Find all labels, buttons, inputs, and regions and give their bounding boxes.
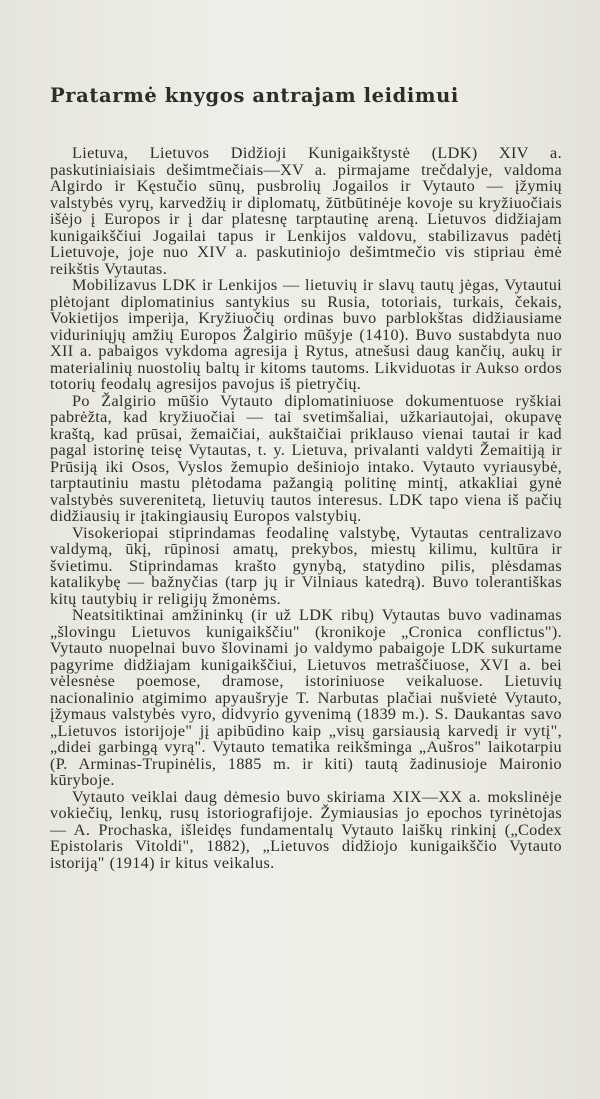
page-title: Pratarmė knygos antrajam leidimui <box>50 84 459 107</box>
paragraph: Lietuva, Lietuvos Didžioji Kunigaikštystė (LDK) XIV a. paskutiniaisiais dešimtmečiais—XV a. pirmajame trečdalyje, valdoma Algirdo ir Kęstučio sūnų, pusbrolių Jogailos ir Vytauto — įžymių valstybės vyrų, karvedžių ir diplomatų, žūtbūtinėje kovoje su kryžiuočiais išėjo į Europos ir į dar platesnę tarptautinę areną. Lietuvos didžiajam kunigaikščiui Jogailai tapus ir Lenkijos valdovu, stabilizavus padėtį Lietuvoje, joje nuo XIV a. paskutiniojo dešimtmečio vis stipriau ėmė reikštis Vytautas. <box>50 144 562 278</box>
paragraph: Mobilizavus LDK ir Lenkijos — lietuvių ir slavų tautų jėgas, Vytautui plėtojant diplomatinius santykius su Rusia, totoriais, turkais, čekais, Vokietijos imperija, Kryžiuočių ordinas buvo parblokštas didžiausiame viduriniųjų amžių Europos Žalgirio mūšyje (1410). Buvo sustabdyta nuo XII a. pabaigos vykdoma agresija į Rytus, atnešusi daug kančių, aukų ir materialinių nuostolių baltų ir kitoms tautoms. Likviduotas ir Aukso ordos totorių feodalų agresijos pavojus iš pietryčių. <box>50 276 562 393</box>
paragraph: Vytauto veiklai daug dėmesio buvo skiriama XIX—XX a. mokslinėje vokiečių, lenkų, rusų istoriografijoje. Žymiausias jo epochos tyrinėtojas — A. Prochaska, išleidęs fundamentalų Vytauto laiškų rinkinį („Codex Epistolaris Vitoldi", 1882), „Lietuvos didžiojo kunigaikščio Vytauto istoriją" (1914) ir kitus veikalus. <box>50 787 562 872</box>
paragraph: Neatsitiktinai amžininkų (ir už LDK ribų) Vytautas buvo vadinamas „šlovingu Lietuvos kunigaikščiu" (kronikoje „Cronica conflictus"). Vytauto nuopelnai buvo šlovinami jo valdymo pabaigoje LDK sukurtame pagyrime didžiajam kunigaikščiui, Lietuvos metraščiuose, XVI a. bei vėlesnėse poemose, dramose, istoriniuose veikaluose. Lietuvių nacionalinio atgimimo apyaušryje T. Narbutas plačiai nušvietė Vytauto, įžymaus valstybės vyro, didvyrio gyvenimą (1839 m.). S. Daukantas savo „Lietuvos istorijoje" jį apibūdino kaip „visų garsiausią karvedį ir vytį", „didei garbingą vyrą". Vytauto tematika reikšminga „Aušros" laikotarpiu (P. Arminas-Trupinėlis, 1885 m. ir kiti) tautą žadinusioje Maironio kūryboje. <box>50 606 562 789</box>
body-text <box>50 145 562 871</box>
paragraph: Po Žalgirio mūšio Vytauto diplomatiniuose dokumentuose ryškiai pabrėžta, kad kryžiuočiai — tai svetimšaliai, užkariautojai, okupavę kraštą, kad prūsai, žemaičiai, aukštaičiai priklauso vienai tautai ir kad pagal istorinę teisę Vytautas, t. y. Lietuva, privalanti valdyti Žemaitiją ir Prūsiją iki Osos, Vyslos žemupio dešiniojo intako. Vytauto vyriausybė, tarptautiniu mastu plėtodama pažangią politinę mintį, atkakliai gynė valstybės suverenitetą, lietuvių tautos interesus. LDK tapo viena iš pačių didžiausių ir įtakingiausių Europos valstybių. <box>50 391 562 525</box>
paragraph: Visokeriopai stiprindamas feodalinę valstybę, Vytautas centralizavo valdymą, ūkį, rūpinosi amatų, prekybos, miestų kilimu, kultūra ir švietimu. Stiprindamas krašto gynybą, statydino pilis, plėsdamas katalikybę — bažnyčias (tarp jų ir Vilniaus katedrą). Buvo tolerantiškas kitų tautybių ir religijų žmonėms. <box>50 523 562 608</box>
